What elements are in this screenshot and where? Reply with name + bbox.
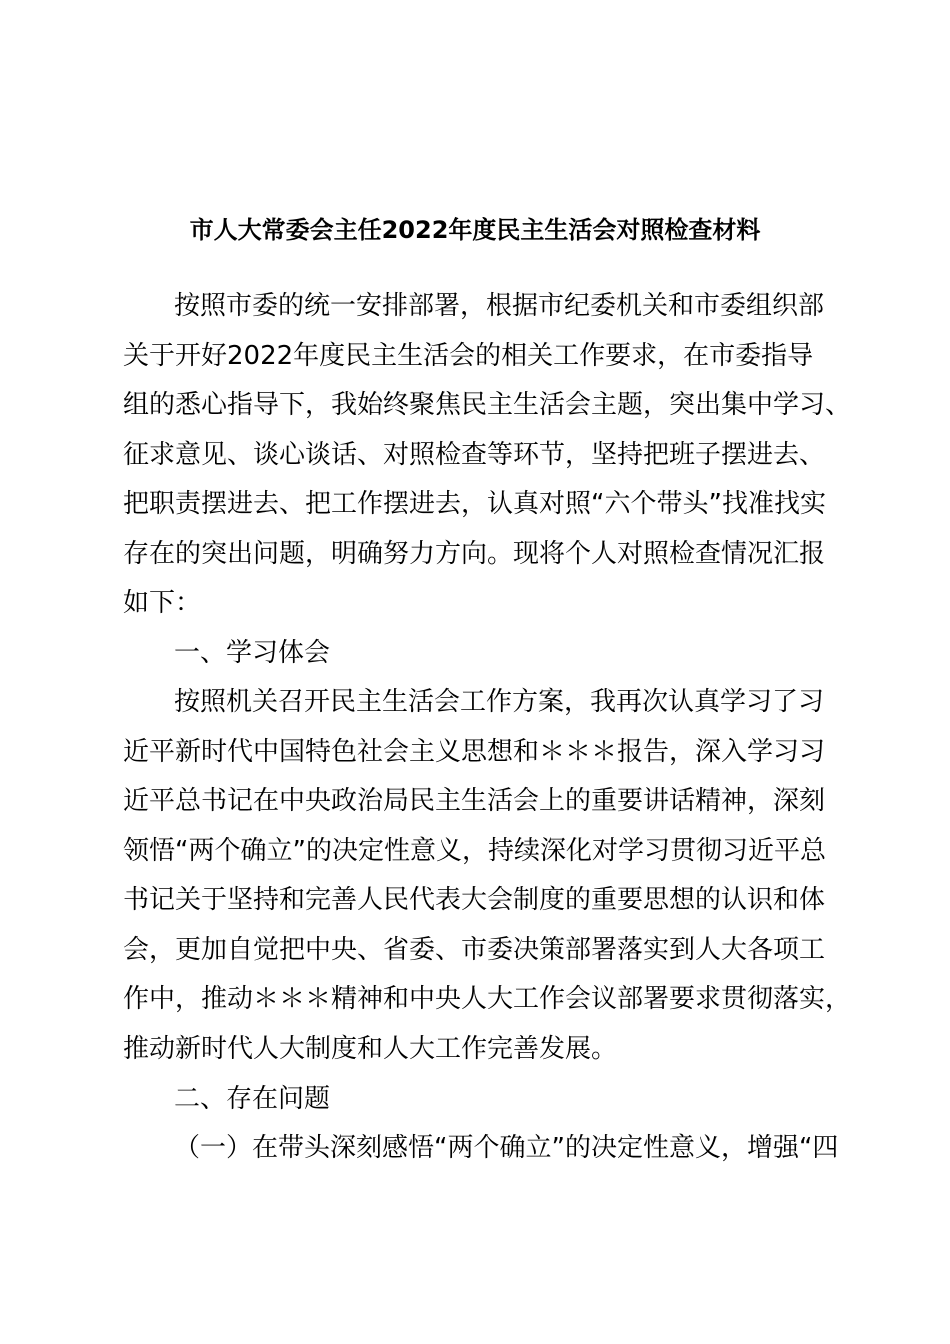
paragraph-line: 领悟“两个确立”的决定性意义，持续深化对学习贯彻习近平总	[123, 836, 826, 866]
paragraph-line: 存在的突出问题，明确努力方向。现将个人对照检查情况汇报	[123, 539, 826, 569]
paragraph-line: 按照机关召开民主生活会工作方案，我再次认真学习了习	[174, 687, 825, 717]
paragraph-line: 组的悉心指导下，我始终聚焦民主生活会主题，突出集中学习、	[123, 390, 852, 420]
paragraph-line: 近平总书记在中央政治局民主生活会上的重要讲话精神，深刻	[123, 786, 826, 816]
paragraph-line: 关于开好2022年度民主生活会的相关工作要求，在市委指导	[123, 341, 814, 371]
paragraph-line: 如下：	[123, 588, 202, 618]
paragraph-line: 书记关于坚持和完善人民代表大会制度的重要思想的认识和体	[123, 885, 826, 915]
paragraph-line: 按照市委的统一安排部署，根据市纪委机关和市委组织部	[174, 291, 825, 321]
section-heading: 二、存在问题	[174, 1084, 331, 1114]
paragraph-line: （一）在带头深刻感悟“两个确立”的决定性意义，增强“四	[174, 1133, 839, 1163]
section-heading: 一、学习体会	[174, 638, 331, 668]
paragraph-line: 把职责摆进去、把工作摆进去，认真对照“六个带头”找准找实	[123, 489, 826, 519]
paragraph-line: 会，更加自觉把中央、省委、市委决策部署落实到人大各项工	[123, 935, 826, 965]
document-title: 市人大常委会主任2022年度民主生活会对照检查材料	[189, 216, 761, 244]
paragraph-line: 征求意见、谈心谈话、对照检查等环节，坚持把班子摆进去、	[123, 440, 826, 470]
paragraph-line: 作中，推动＊＊＊精神和中央人大工作会议部署要求贯彻落实，	[123, 984, 852, 1014]
paragraph-line: 推动新时代人大制度和人大工作完善发展。	[123, 1034, 618, 1064]
paragraph-line: 近平新时代中国特色社会主义思想和＊＊＊报告，深入学习习	[123, 737, 826, 767]
